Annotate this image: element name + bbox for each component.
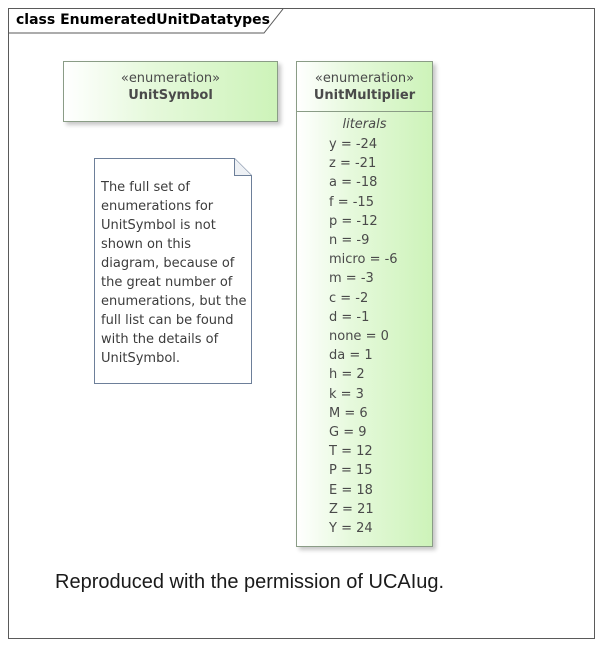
- literal-item: Z = 21: [329, 501, 374, 517]
- unit-symbol-name: UnitSymbol: [128, 88, 213, 103]
- literal-item: y = -24: [329, 137, 378, 152]
- copyright-text: Reproduced with the permission of UCAIug.: [55, 571, 445, 593]
- literals-compartment-title: literals: [342, 117, 387, 132]
- literal-item: c = -2: [329, 290, 369, 306]
- literal-item: P = 15: [329, 463, 373, 479]
- literal-item: micro = -6: [329, 252, 398, 268]
- unit-multiplier-name: UnitMultiplier: [313, 88, 416, 103]
- unit-symbol-header: [64, 62, 277, 104]
- compartment-divider: [297, 111, 432, 112]
- unit-multiplier-stereotype: «enumeration»: [314, 71, 415, 86]
- literal-list: [297, 135, 432, 538]
- literal-item: E = 18: [329, 482, 373, 498]
- unit-multiplier-header: [297, 62, 432, 104]
- literal-item: T = 12: [329, 444, 373, 460]
- literal-item: da = 1: [329, 348, 373, 364]
- literal-item: G = 9: [329, 425, 367, 441]
- literal-item: f = -15: [329, 194, 374, 210]
- unit-symbol-class[interactable]: [63, 61, 278, 122]
- literal-item: a = -18: [329, 175, 378, 191]
- literal-item: p = -12: [329, 213, 378, 229]
- note[interactable]: [94, 158, 252, 384]
- literal-item: h = 2: [329, 367, 365, 383]
- literal-item: k = 3: [329, 386, 364, 402]
- literal-item: M = 6: [329, 405, 368, 421]
- literal-item: Y = 24: [329, 521, 373, 537]
- literal-item: d = -1: [329, 309, 370, 325]
- literal-item: z = -21: [329, 156, 377, 172]
- unit-multiplier-class[interactable]: [296, 61, 433, 547]
- literal-item: n = -9: [329, 233, 370, 249]
- unit-symbol-stereotype: «enumeration»: [120, 71, 221, 86]
- frame-title: class EnumeratedUnitDatatypes: [16, 12, 270, 28]
- literal-item: none = 0: [329, 329, 389, 345]
- note-text: The full set of enumerations for UnitSymbol is not shown on this diagram, because of the great number of enumerations, but the full list can be found with the details of UnitSymbol.: [101, 180, 247, 366]
- literal-item: m = -3: [329, 271, 374, 287]
